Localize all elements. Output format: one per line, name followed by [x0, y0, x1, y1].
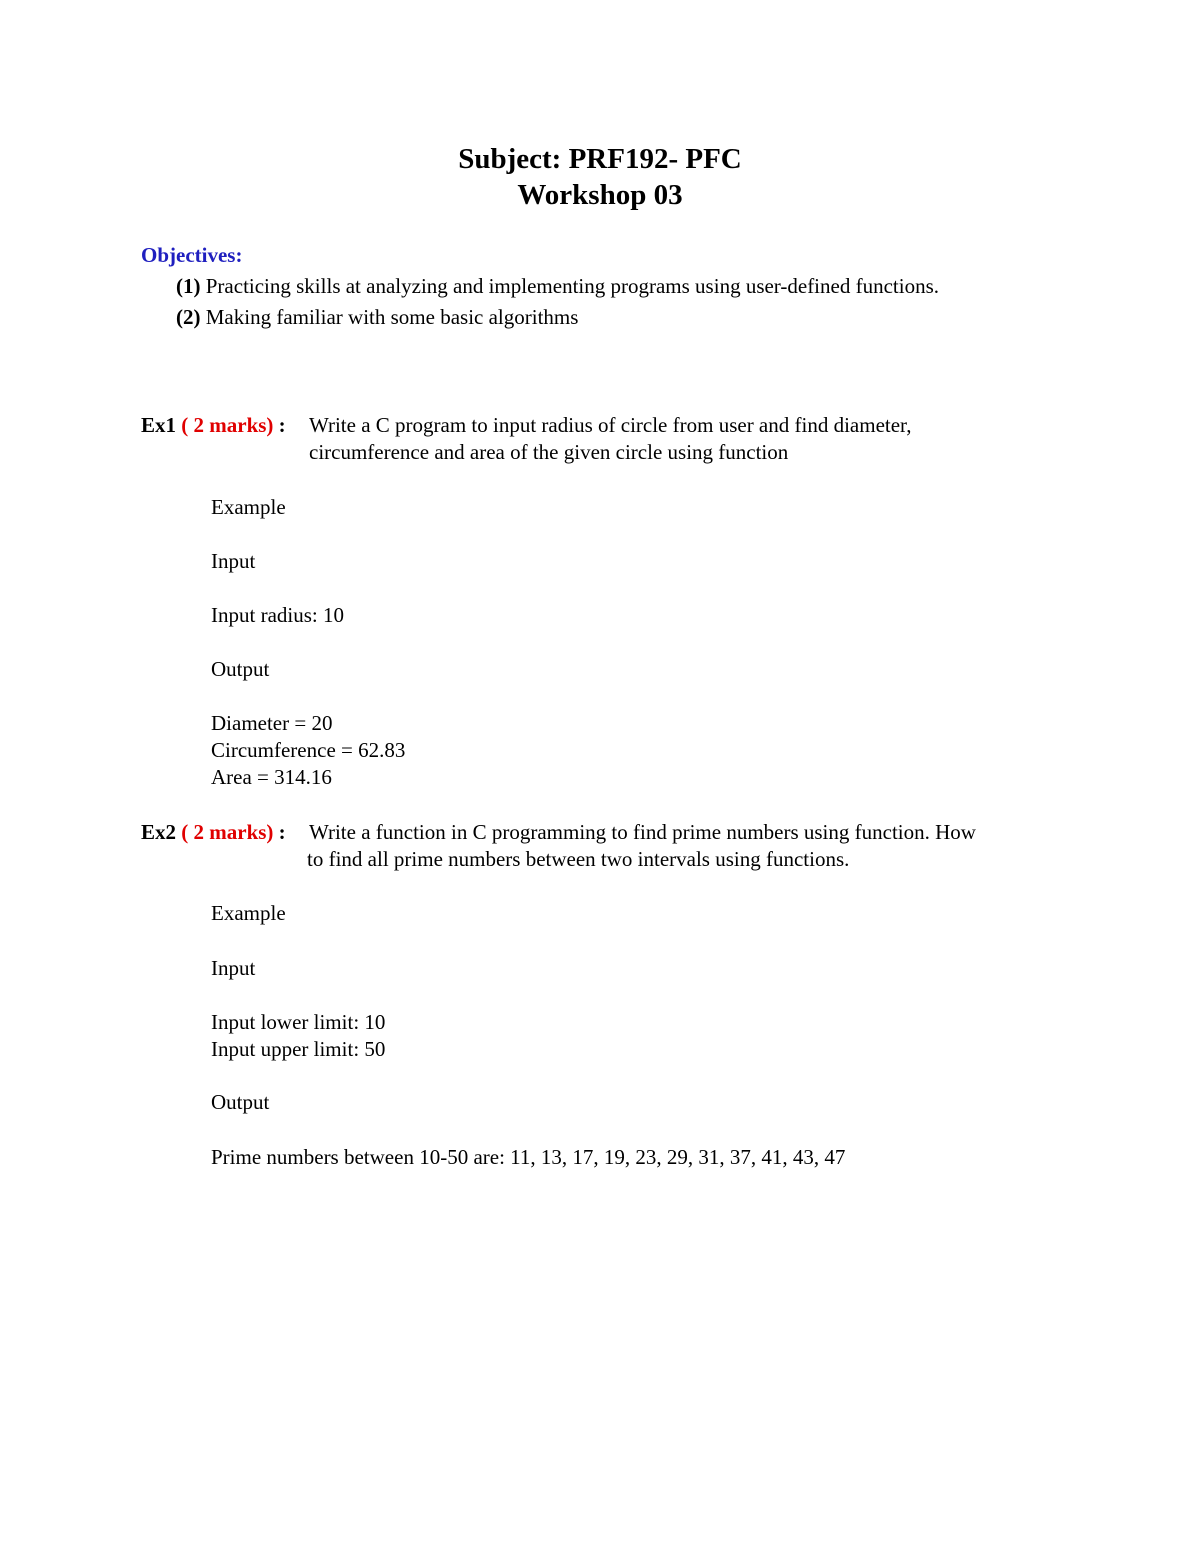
objectives-heading: Objectives: — [141, 243, 243, 267]
objective-text: Practicing skills at analyzing and implementing programs using user-defined functions. — [205, 274, 939, 298]
subject-title: Subject: PRF192- PFC — [458, 143, 742, 175]
ex2-input-upper: Input upper limit: 50 — [211, 1037, 386, 1061]
ex1-description-line-1: Write a C program to input radius of circle from user and find diameter, — [309, 413, 912, 437]
exercise-label: Ex2 — [141, 820, 177, 844]
exercise-marks: ( 2 marks) — [181, 413, 274, 437]
objective-item-1 — [176, 274, 939, 299]
exercise-colon: : — [278, 413, 286, 437]
exercise-label: Ex1 — [141, 413, 177, 437]
ex1-output-area: Area = 314.16 — [211, 765, 332, 789]
ex2-output-label: Output — [211, 1090, 270, 1114]
ex1-output-label: Output — [211, 657, 270, 681]
ex2-description-line-1: Write a function in C programming to find prime numbers using function. How — [309, 820, 976, 844]
ex1-input-label: Input — [211, 549, 256, 573]
ex2-input-label: Input — [211, 956, 256, 980]
ex1-description-line-2: circumference and area of the given circle using function — [309, 440, 789, 464]
ex1-output-diameter: Diameter = 20 — [211, 711, 333, 735]
ex1-heading — [141, 413, 286, 438]
ex1-input-value: Input radius: 10 — [211, 603, 344, 627]
ex2-heading — [141, 820, 286, 845]
ex2-output-primes: Prime numbers between 10-50 are: 11, 13, 17, 19, 23, 29, 31, 37, 41, 43, 47 — [211, 1145, 846, 1169]
workshop-title: Workshop 03 — [517, 179, 683, 211]
exercise-colon: : — [278, 820, 286, 844]
ex2-input-lower: Input lower limit: 10 — [211, 1010, 386, 1034]
ex2-example-label: Example — [211, 901, 286, 925]
ex1-example-label: Example — [211, 495, 286, 519]
objective-item-2 — [176, 305, 578, 330]
objective-number: (1) — [176, 274, 201, 298]
objective-number: (2) — [176, 305, 201, 329]
ex1-output-circumference: Circumference = 62.83 — [211, 738, 406, 762]
exercise-marks: ( 2 marks) — [181, 820, 274, 844]
objective-text: Making familiar with some basic algorithms — [205, 305, 579, 329]
ex2-description-line-2: to find all prime numbers between two intervals using functions. — [307, 847, 850, 871]
